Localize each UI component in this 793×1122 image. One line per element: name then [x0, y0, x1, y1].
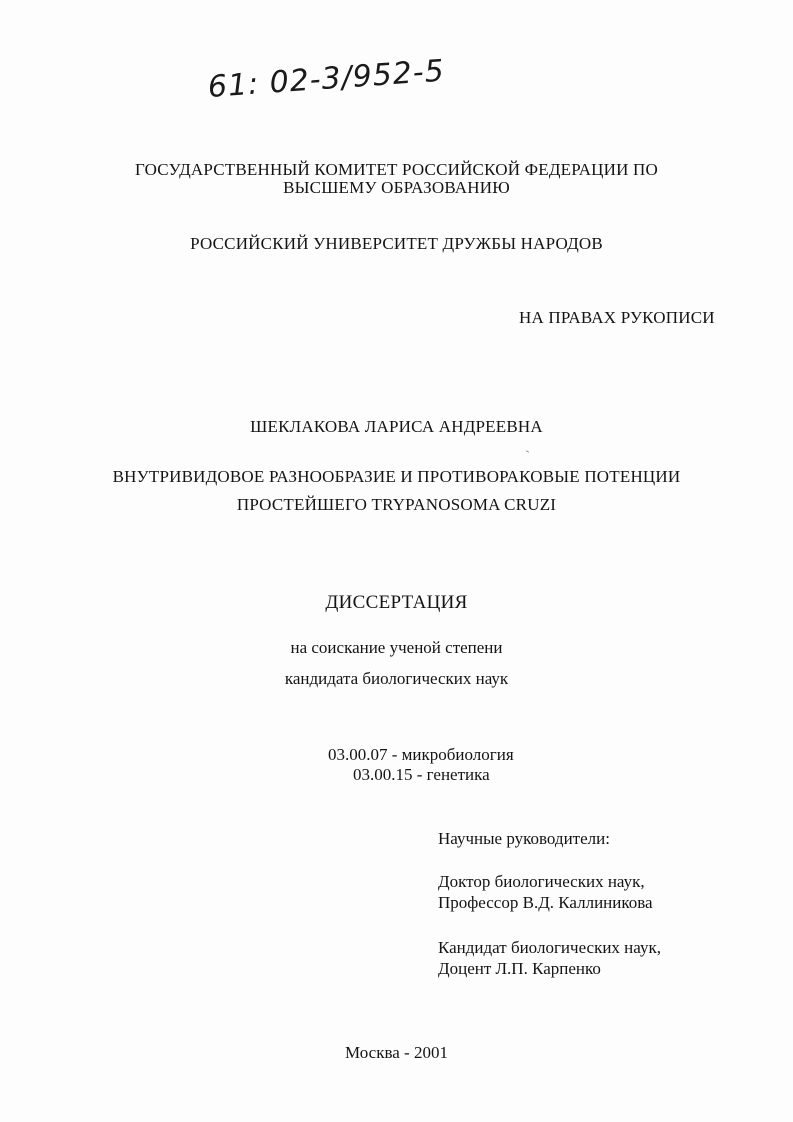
- supervisors-heading: Научные руководители:: [438, 829, 610, 848]
- supervisor-2-name: Доцент Л.П. Карпенко: [438, 959, 601, 978]
- committee-line-2: ВЫСШЕМУ ОБРАЗОВАНИЮ: [283, 178, 510, 197]
- degree-line-1: на соискание ученой степени: [290, 638, 503, 657]
- supervisor-2-degree: Кандидат биологических наук,: [438, 938, 661, 957]
- author-name: ШЕКЛАКОВА ЛАРИСА АНДРЕЕВНА: [250, 417, 543, 436]
- university-name: РОССИЙСКИЙ УНИВЕРСИТЕТ ДРУЖБЫ НАРОДОВ: [190, 234, 603, 253]
- dissertation-title-line-1: ВНУТРИВИДОВОЕ РАЗНООБРАЗИЕ И ПРОТИВОРАКОВЫЕ ПОТЕНЦИИ: [112, 467, 681, 486]
- document-type: ДИССЕРТАЦИЯ: [325, 592, 468, 613]
- specialty-1: 03.00.07 - микробиология: [328, 745, 514, 764]
- scan-speck: [526, 450, 529, 452]
- degree-line-2: кандидата биологических наук: [284, 669, 509, 688]
- dissertation-title-line-2: ПРОСТЕЙШЕГО TRYPANOSOMA CRUZI: [236, 495, 557, 514]
- supervisor-1-name: Профессор В.Д. Каллиникова: [438, 893, 653, 912]
- city-year: Москва - 2001: [345, 1043, 448, 1062]
- specialty-2: 03.00.15 - генетика: [353, 765, 490, 784]
- archive-code-handwritten: 61: 02-3/952-5: [206, 53, 446, 105]
- supervisor-1-degree: Доктор биологических наук,: [438, 872, 645, 891]
- committee-line-1: ГОСУДАРСТВЕННЫЙ КОМИТЕТ РОССИЙСКОЙ ФЕДЕРАЦИИ ПО: [134, 160, 659, 179]
- manuscript-note: НА ПРАВАХ РУКОПИСИ: [519, 308, 715, 327]
